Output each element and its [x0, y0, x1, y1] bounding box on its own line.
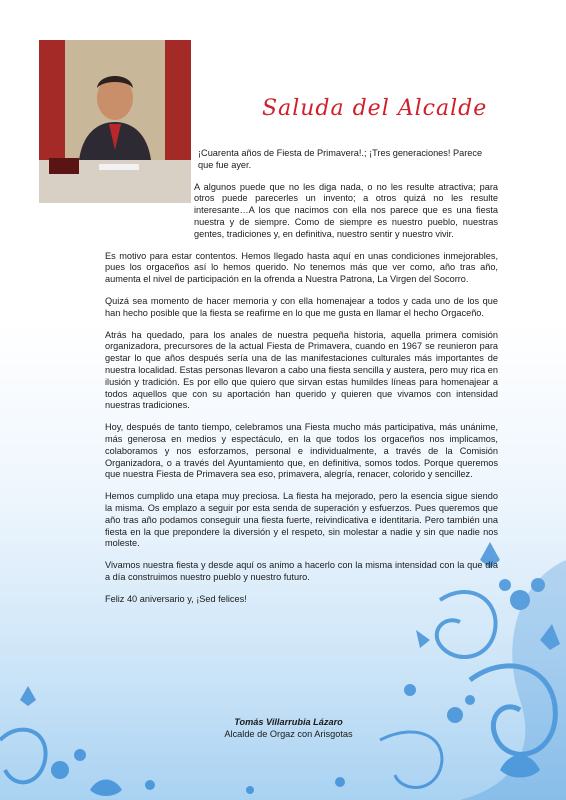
signature-name: Tomás Villarrubia Lázaro	[234, 717, 343, 727]
paragraph-5: Atrás ha quedado, para los anales de nuestra pequeña historia, aquella primera comisión organizadora, precursores de la actual Fiesta de Primavera, cuando en 1967 se reunieron para gestar lo que años después sería una de las manifestaciones culturales más importantes de nuestra localidad. Estas personas llevaron a cabo una fiesta sencilla y austera, pero muy rica en ilusión y tradición. Es por ello que quiero que sirvan estas humildes líneas para homenajear a todos aquellos que con su aportación han querido y quieren que vivamos con intensidad nuestras tradiciones.	[105, 329, 498, 411]
letter-body	[105, 148, 498, 616]
page-title: Saluda del Alcalde	[262, 96, 488, 121]
paragraph-7: Hemos cumplido una etapa muy preciosa. La fiesta ha mejorado, pero la esencia sigue siendo la misma. Os emplazo a seguir por esta senda de superación y esfuerzos. Pues queremos que año tras año podamos conseguir una fiesta fuerte, reivindicativa e identitaria. Pero también una fiesta en la que prepondere la diversión y el respeto, sin molestar a nadie y sin que nadie nos moleste.	[105, 491, 498, 549]
signature-role: Alcalde de Orgaz con Arisgotas	[224, 729, 353, 739]
mayor-portrait-icon	[39, 40, 191, 203]
paragraph-4: Quizá sea momento de hacer memoria y con ella homenajear a todos y cada uno de los que han hecho posible que la fiesta se reafirme en lo que me gusta en llamar el hecho Orgaceño.	[105, 295, 498, 318]
paragraph-9: Feliz 40 aniversario y, ¡Sed felices!	[105, 593, 247, 604]
paragraph-8: Vivamos nuestra fiesta y desde aquí os animo a hacerlo con la misma intensidad con la que día a día construimos nuestro pueblo y nuestro futuro.	[105, 560, 498, 582]
paragraph-1: ¡Cuarenta años de Fiesta de Primavera!.; ¡Tres generaciones! Parece que fue ayer.	[198, 148, 483, 170]
signature-block	[166, 716, 411, 740]
paragraph-3: Es motivo para estar contentos. Hemos llegado hasta aquí en unas condiciones inmejorables, pues los orgaceños así lo hemos querido. No tenemos más que ver como, año tras año, aumenta el nivel de participación en la ofrenda a Nuestra Patrona, La Virgen del Socorro.	[105, 250, 498, 285]
paragraph-2: A algunos puede que no les diga nada, o no les resulte atractiva; para otros puede parecerles un invento; a otros quizá no les resulte interesante…A los que nacimos con ella nos parece que es una fiesta nuestra y de siempre. Como de siempre es nuestro pueblo, nuestras gentes, tradiciones y, en definitiva, nuestro sentir y nuestro vivir.	[194, 181, 498, 239]
paragraph-6: Hoy, después de tanto tiempo, celebramos una Fiesta mucho más participativa, más unánime, más generosa en medios y espectáculo, en la que todos los orgaceños nos implicamos, colaboramos y nos esforzamos, personal e individualmente, a través de la Comisión Organizadora, o a través del Ayuntamiento que, en definitiva, somos todos. Porque queremos que nuestra Fiesta de Primavera sea eso, primavera, alegría, renacer, colorido y sencillez.	[105, 422, 498, 480]
mayor-photo	[39, 40, 191, 203]
